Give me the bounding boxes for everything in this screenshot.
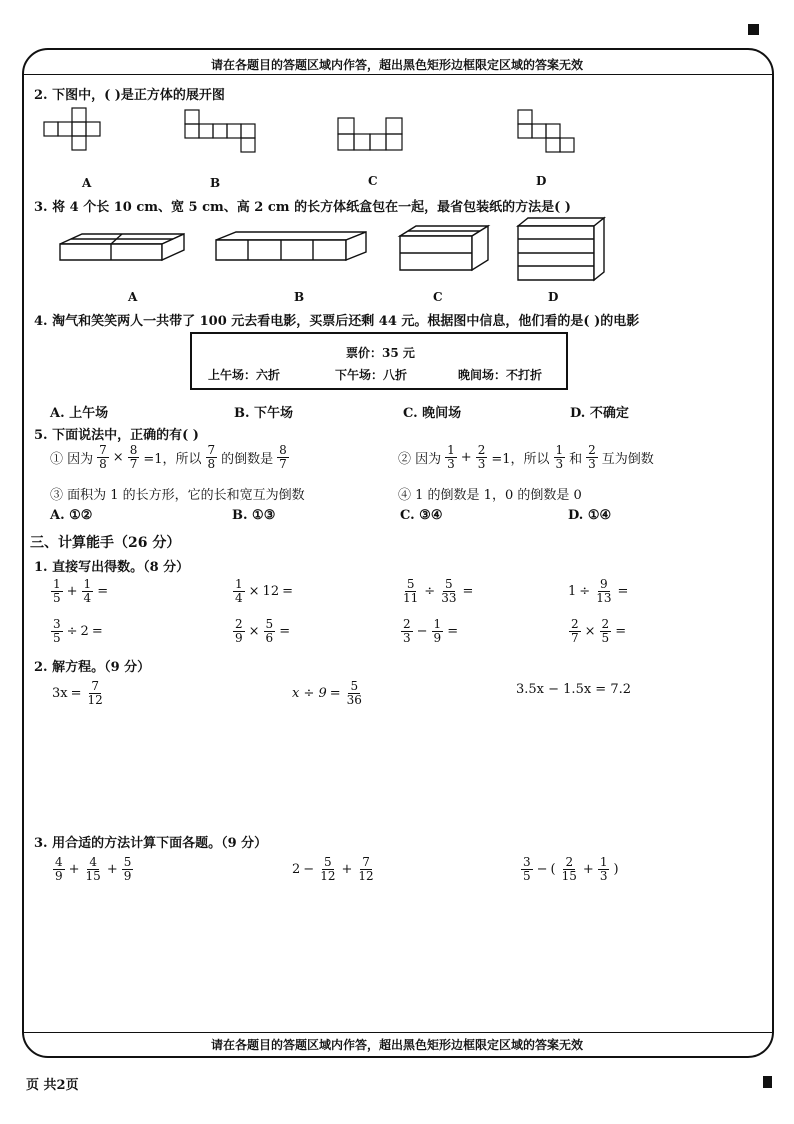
q3-label-b: B [294,290,305,304]
q5-option-b: B. ①③ [232,508,276,523]
footer-divider [22,1032,774,1033]
p1-title: 1. 直接写出得数。（8 分） [34,560,190,575]
q2-label-c: C [368,174,378,188]
q2-label-b: B [210,176,221,190]
q5-option-d: D. ①④ [568,508,612,523]
fraction: $\frac{1}{3}$ [555,443,564,471]
header-notice: 请在各题目的答题区域内作答，超出黑色矩形边框限定区域的答案无效 [210,58,583,72]
q4-option-a: A. 上午场 [50,406,109,421]
fraction: $\frac{8}{7}$ [279,443,287,471]
p1-item-7: $\frac{2}{3}$ − $\frac{1}{9}$ = [403,617,459,645]
q3-boxes-figure [56,214,616,284]
q5-statement-3: ③ 面积为 1 的长方形，它的长和宽互为倒数 [50,488,305,503]
p2-equation-2: x ÷ 9 = $\frac{5}{36}$ [292,679,362,707]
p3-item-3: $\frac{3}{5}$ − ( $\frac{2}{15}$ + $\frac{1}{3}$ ) [523,855,619,883]
corner-mark-top [748,24,759,35]
ticket-price: 票价：35 元 [346,346,415,360]
q5-option-c: C. ③④ [400,508,443,523]
fraction: $\frac{8}{7}$ [129,443,138,471]
q3-label-a: A [128,290,138,304]
p3-item-1: $\frac{4}{9}$ + $\frac{4}{15}$ + $\frac{5}{9}$ [55,855,132,883]
q2-label-d: D [536,174,547,188]
q2-stem: 2. 下图中，( )是正方体的展开图 [34,88,225,103]
fraction: $\frac{1}{3}$ [447,443,455,471]
p3-item-2: 2 − $\frac{5}{12}$ + $\frac{7}{12}$ [292,855,374,883]
p1-item-1: $\frac{1}{5}$ + $\frac{1}{4}$ = [53,577,109,605]
p1-item-4: 1 ÷ $\frac{9}{13}$ = [568,577,629,605]
q4-option-b: B. 下午场 [234,406,294,421]
q4-option-c: C. 晚间场 [403,406,462,421]
q3-label-d: D [548,290,559,304]
p1-item-8: $\frac{2}{7}$ × $\frac{2}{5}$ = [571,617,627,645]
q4-option-d: D. 不确定 [570,406,629,421]
fraction: $\frac{2}{3}$ [588,443,596,471]
q5-stem: 5. 下面说法中，正确的有( ) [34,428,199,443]
morning-discount: 上午场：六折 [208,368,281,382]
fraction: $\frac{7}{8}$ [99,443,107,471]
footer-notice: 请在各题目的答题区域内作答，超出黑色矩形边框限定区域的答案无效 [210,1038,583,1052]
q4-stem: 4. 淘气和笑笑两人一共带了 100 元去看电影，买票后还剩 44 元。根据图中信息，他们看的是( )的电影 [34,314,640,329]
q2-label-a: A [82,176,92,190]
p1-item-6: $\frac{2}{9}$ × $\frac{5}{6}$ = [235,617,291,645]
p1-item-2: $\frac{1}{4}$ × 12 = [235,577,293,605]
afternoon-discount: 下午场：八折 [335,368,408,382]
q3-label-c: C [433,290,443,304]
p2-title: 2. 解方程。（9 分） [34,660,151,675]
fraction: $\frac{7}{8}$ [207,443,216,471]
p1-item-3: $\frac{5}{11}$ ÷ $\frac{5}{33}$ = [403,577,474,605]
header-divider [22,74,774,75]
p2-equation-1: 3x = $\frac{7}{12}$ [52,679,103,707]
q5-statement-4: ④ 1 的倒数是 1，0 的倒数是 0 [398,488,582,503]
q3-stem: 3. 将 4 个长 10 cm、宽 5 cm、高 2 cm 的长方体纸盒包在一起，最省包装纸的方法是( ) [34,200,571,215]
q2-nets-figure [40,104,600,174]
q5-statement-1: ① 因为 $\frac{7}{8}$ × $\frac{8}{7}$ =1，所以 $\frac{7}{8}$ 的倒数是 $\frac{8}{7}$ [50,443,287,471]
p2-equation-3: 3.5x − 1.5x = 7.2 [516,682,632,697]
page-footer: 页 共2页 [26,1078,79,1093]
fraction: $\frac{2}{3}$ [477,443,486,471]
p3-title: 3. 用合适的方法计算下面各题。（9 分） [34,836,268,851]
q5-option-a: A. ①② [50,508,93,523]
p1-item-5: $\frac{3}{5}$ ÷ 2 = [53,617,103,645]
evening-discount: 晚间场：不打折 [458,368,543,382]
section3-title: 三、计算能手（26 分） [30,535,181,551]
q5-statement-2: ② 因为 $\frac{1}{3}$ + $\frac{2}{3}$ =1，所以 $\frac{1}{3}$ 和 $\frac{2}{3}$ 互为倒数 [398,443,654,471]
corner-mark-bottom [763,1076,772,1088]
